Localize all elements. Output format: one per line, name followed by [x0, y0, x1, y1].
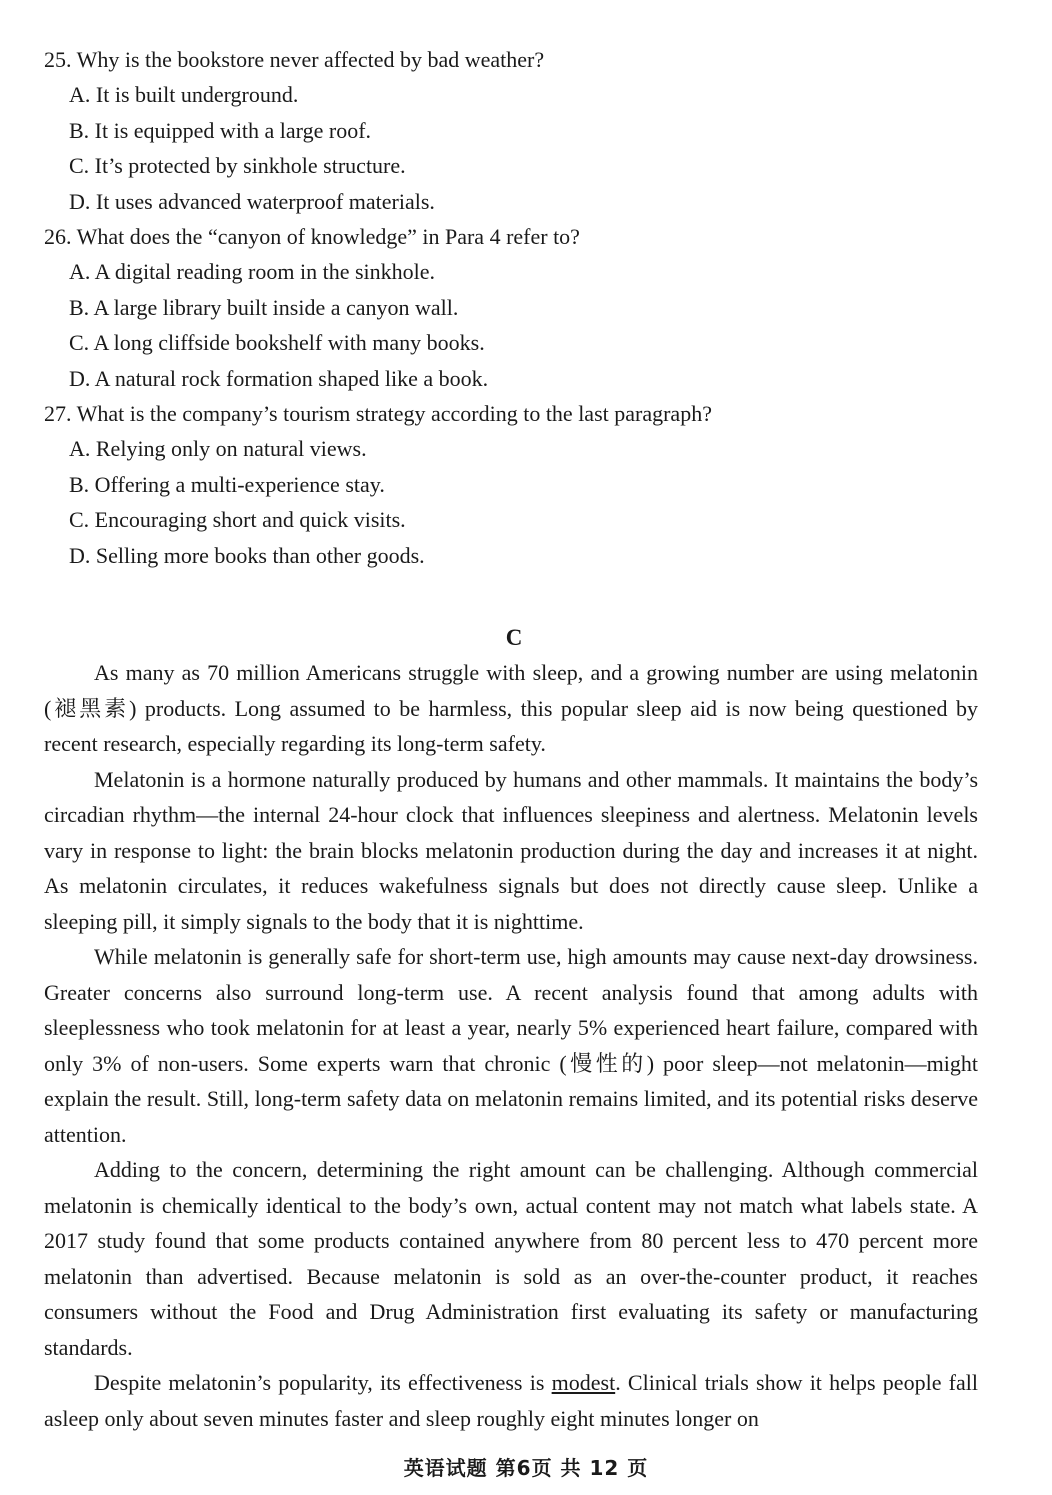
- option-b: B. A large library built inside a canyon wall.: [69, 294, 459, 320]
- option-a: A. A digital reading room in the sinkhole.: [69, 259, 436, 285]
- underlined-word: modest: [551, 1370, 616, 1395]
- option-d: D. Selling more books than other goods.: [69, 542, 425, 568]
- question-stem: 26. What does the “canyon of knowledge” in Para 4 refer to?: [44, 224, 580, 250]
- paragraph-text: Despite melatonin’s popularity, its effectiveness is: [94, 1370, 552, 1395]
- option-c: C. A long cliffside bookshelf with many books.: [69, 330, 485, 356]
- question-stem: 25. Why is the bookstore never affected by bad weather?: [44, 47, 545, 72]
- option-b: B. It is equipped with a large roof.: [69, 117, 372, 143]
- option-a: A. It is built underground.: [69, 82, 299, 108]
- question-25: [44, 42, 984, 219]
- question-26: [44, 219, 984, 396]
- reading-passage: [44, 655, 978, 1436]
- option-c: C. It’s protected by sinkhole structure.: [69, 153, 406, 179]
- page-footer: 英语试题 第6页 共 12 页: [403, 1456, 649, 1480]
- option-d: D. It uses advanced waterproof materials.: [69, 188, 435, 214]
- option-d: D. A natural rock formation shaped like a book.: [69, 365, 489, 391]
- option-c: C. Encouraging short and quick visits.: [69, 507, 406, 533]
- passage-paragraph-2: Melatonin is a hormone naturally produced by humans and other mammals. It maintains the body’s circadian rhythm—the internal 24-hour clock that influences sleepiness and alertness. Melatonin levels vary in response to light: the brain blocks melatonin production during the day and increases it at night. As melatonin circulates, it reduces wakefulness signals but does not directly cause sleep. Unlike a sleeping pill, it simply signals to the body that it is nighttime.: [44, 766, 978, 934]
- passage-paragraph-1: As many as 70 million Americans struggle with sleep, and a growing number are using melatonin (褪黑素) products. Long assumed to be harmless, this popular sleep aid is now being questioned by recent research, especially regarding its long-term safety.: [44, 660, 978, 756]
- question-stem: 27. What is the company’s tourism strategy according to the last paragraph?: [44, 401, 712, 427]
- option-b: B. Offering a multi-experience stay.: [69, 471, 385, 497]
- paragraph-text: . Clinical trials show it helps people fall asleep only about seven minutes faster and sleep roughly eight minutes longer on: [44, 1370, 978, 1431]
- option-a: A. Relying only on natural views.: [69, 436, 367, 462]
- passage-paragraph-3: While melatonin is generally safe for short-term use, high amounts may cause next-day drowsiness. Greater concerns also surround long-term use. A recent analysis found that among adults with sleeplessness who took melatonin for at least a year, nearly 5% experienced heart failure, compared with only 3% of non-users. Some experts warn that chronic (慢性的) poor sleep—not melatonin—might explain the result. Still, long-term safety data on melatonin remains limited, and its potential risks deserve attention.: [44, 944, 978, 1147]
- section-heading: C: [505, 625, 523, 650]
- passage-paragraph-5: [44, 1365, 978, 1436]
- question-27: [44, 396, 984, 573]
- question-list: [44, 42, 984, 573]
- passage-paragraph-4: Adding to the concern, determining the right amount can be challenging. Although commercial melatonin is chemically identical to the body’s own, actual content may not match what labels state. A 2017 study found that some products contained anywhere from 80 percent less to 470 percent more melatonin than advertised. Because melatonin is sold as an over-the-counter product, it reaches consumers without the Food and Drug Administration first evaluating its safety or manufacturing standards.: [44, 1157, 978, 1360]
